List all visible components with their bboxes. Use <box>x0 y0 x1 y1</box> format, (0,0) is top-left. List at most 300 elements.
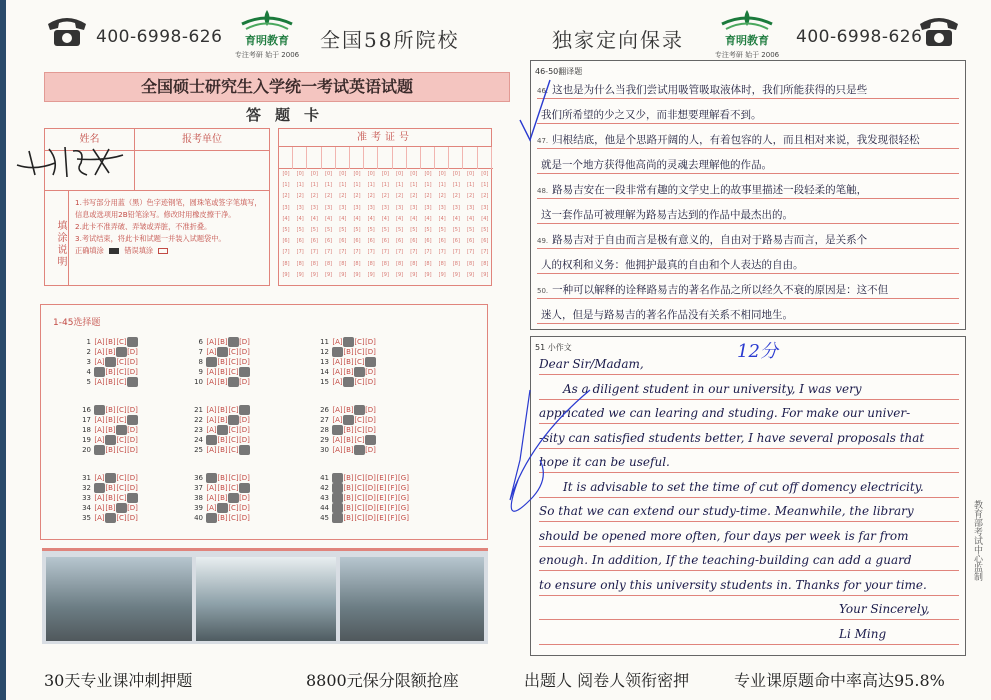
exam-title: 全国硕士研究生入学统一考试英语试题 <box>44 72 510 102</box>
answer-option[interactable]: [D] <box>239 426 250 434</box>
translation-text: 我们所希望的少之又少，而非想要理解看不到。 <box>541 109 762 121</box>
ticket-digit-column[interactable]: [0] [1] [2] [3] [4] [5] [6] [7] [8] [9] <box>282 171 290 278</box>
question-number: 8 <box>198 358 203 366</box>
answer-option[interactable]: [A] <box>94 474 105 482</box>
answer-option[interactable]: [G] <box>398 474 409 482</box>
answer-option[interactable]: [B] <box>343 358 354 366</box>
answer-option[interactable]: [C] <box>116 474 127 482</box>
answer-option[interactable]: [B] <box>217 474 228 482</box>
answer-option[interactable]: [B] <box>105 484 116 492</box>
answer-option[interactable]: [F] <box>387 504 398 512</box>
ticket-digit-column[interactable]: [0] [1] [2] [3] [4] [5] [6] [7] [8] [9] <box>353 171 361 278</box>
answer-option[interactable]: [E] <box>376 504 387 512</box>
answer-option[interactable]: [A] <box>206 474 217 482</box>
answer-option[interactable]: [B] <box>343 406 354 414</box>
answer-option[interactable]: [A] <box>206 504 217 512</box>
answer-option[interactable]: [B] <box>105 348 116 356</box>
choice-row[interactable] <box>79 493 138 503</box>
classroom-photo <box>340 557 484 641</box>
answer-option[interactable]: [B] <box>105 338 116 346</box>
answer-option[interactable]: [C] <box>228 416 239 424</box>
answer-option[interactable]: [B] <box>105 514 116 522</box>
answer-option[interactable]: [B] <box>343 348 354 356</box>
answer-option[interactable]: [D] <box>365 358 376 366</box>
answer-option[interactable]: [D] <box>127 474 138 482</box>
answer-option[interactable]: [C] <box>228 426 239 434</box>
answer-option[interactable]: [A] <box>206 426 217 434</box>
answer-option[interactable]: [D] <box>365 474 376 482</box>
essay-line: hope it can be useful. <box>539 449 959 473</box>
answer-option[interactable]: [C] <box>354 348 365 356</box>
answer-option[interactable]: [D] <box>239 358 250 366</box>
choice-row[interactable] <box>191 425 250 435</box>
answer-option[interactable]: [D] <box>239 514 250 522</box>
answer-option[interactable]: [D] <box>239 338 250 346</box>
answer-option[interactable]: [C] <box>354 358 365 366</box>
correct-fill-label: 正确填涂 <box>75 246 104 255</box>
answer-option[interactable]: [D] <box>365 504 376 512</box>
answer-option[interactable]: [A] <box>332 514 343 522</box>
choice-row[interactable] <box>79 425 138 435</box>
ticket-digit-column[interactable]: [0] [1] [2] [3] [4] [5] [6] [7] [8] [9] <box>325 171 333 278</box>
answer-option[interactable]: [C] <box>116 484 127 492</box>
answer-option[interactable]: [D] <box>365 416 376 424</box>
answer-option[interactable]: [B] <box>217 348 228 356</box>
answer-option[interactable]: [E] <box>376 474 387 482</box>
answer-option[interactable]: [A] <box>332 426 343 434</box>
answer-option[interactable]: [D] <box>239 368 250 376</box>
translation-number: 46. <box>537 87 549 95</box>
answer-option[interactable]: [B] <box>343 514 354 522</box>
answer-option[interactable]: [B] <box>105 378 116 386</box>
answer-option[interactable]: [B] <box>217 426 228 434</box>
answer-option[interactable]: [G] <box>398 514 409 522</box>
answer-option[interactable]: [D] <box>127 406 138 414</box>
answer-option[interactable]: [A] <box>332 338 343 346</box>
answer-option[interactable]: [B] <box>343 494 354 502</box>
choice-row[interactable] <box>79 367 138 377</box>
choice-row[interactable] <box>79 347 138 357</box>
answer-option[interactable]: [D] <box>127 358 138 366</box>
answer-option[interactable]: [C] <box>228 406 239 414</box>
answer-option[interactable]: [B] <box>217 446 228 454</box>
answer-option[interactable]: [C] <box>354 446 365 454</box>
answer-option[interactable]: [C] <box>228 368 239 376</box>
question-number: 28 <box>320 426 329 434</box>
choice-row[interactable] <box>191 483 250 493</box>
answer-option[interactable]: [A] <box>332 378 343 386</box>
answer-option[interactable]: [B] <box>343 338 354 346</box>
ticket-digit-column[interactable]: [0] [1] [2] [3] [4] [5] [6] [7] [8] [9] <box>310 171 318 278</box>
essay-line: It is advisable to set the time of cut off domency electricity. <box>539 474 959 498</box>
answer-option[interactable]: [A] <box>206 406 217 414</box>
choice-row[interactable] <box>191 337 250 347</box>
answer-option[interactable]: [A] <box>94 514 105 522</box>
choice-row[interactable] <box>317 425 376 435</box>
answer-option[interactable]: [C] <box>354 494 365 502</box>
question-number: 1 <box>86 338 91 346</box>
answer-option[interactable]: [E] <box>376 494 387 502</box>
answer-option[interactable]: [A] <box>332 484 343 492</box>
answer-option[interactable]: [C] <box>228 446 239 454</box>
ticket-digit-column[interactable]: [0] [1] [2] [3] [4] [5] [6] [7] [8] [9] <box>481 171 489 278</box>
answer-option[interactable]: [C] <box>116 348 127 356</box>
answer-option[interactable]: [A] <box>332 446 343 454</box>
answer-option[interactable]: [D] <box>127 416 138 424</box>
answer-option[interactable]: [D] <box>127 368 138 376</box>
answer-option[interactable]: [B] <box>105 368 116 376</box>
candidate-info-table <box>44 128 270 286</box>
choice-row[interactable] <box>317 347 376 357</box>
choice-row[interactable] <box>79 357 138 367</box>
choice-row[interactable] <box>79 473 138 483</box>
answer-option[interactable]: [B] <box>343 368 354 376</box>
answer-option[interactable]: [B] <box>217 514 228 522</box>
answer-option[interactable]: [C] <box>354 436 365 444</box>
ticket-digit-column[interactable]: [0] [1] [2] [3] [4] [5] [6] [7] [8] [9] <box>339 171 347 278</box>
answer-option[interactable]: [A] <box>94 504 105 512</box>
choice-row[interactable] <box>317 445 376 455</box>
name-label: 姓名 <box>45 129 135 151</box>
choice-row[interactable] <box>79 445 138 455</box>
answer-option[interactable]: [C] <box>354 504 365 512</box>
choice-row[interactable] <box>191 367 250 377</box>
ticket-digit-column[interactable]: [0] [1] [2] [3] [4] [5] [6] [7] [8] [9] <box>438 171 446 278</box>
ticket-digit-column[interactable]: [0] [1] [2] [3] [4] [5] [6] [7] [8] [9] <box>410 171 418 278</box>
answer-option[interactable]: [A] <box>206 484 217 492</box>
answer-option[interactable]: [A] <box>94 446 105 454</box>
answer-option[interactable]: [C] <box>228 504 239 512</box>
question-number: 34 <box>82 504 91 512</box>
choice-row[interactable] <box>317 367 376 377</box>
answer-option[interactable]: [D] <box>365 484 376 492</box>
answer-option[interactable]: [B] <box>343 504 354 512</box>
answer-option[interactable]: [D] <box>365 406 376 414</box>
answer-option[interactable]: [D] <box>127 446 138 454</box>
answer-option[interactable]: [A] <box>206 348 217 356</box>
question-number: 16 <box>82 406 91 414</box>
choice-row[interactable] <box>79 415 138 425</box>
ticket-digit-column[interactable]: [0] [1] [2] [3] [4] [5] [6] [7] [8] [9] <box>396 171 404 278</box>
answer-option[interactable]: [B] <box>217 436 228 444</box>
answer-option[interactable]: [D] <box>127 426 138 434</box>
answer-option[interactable]: [A] <box>332 348 343 356</box>
answer-option[interactable]: [A] <box>332 474 343 482</box>
choice-row[interactable] <box>79 503 138 513</box>
question-number: 33 <box>82 494 91 502</box>
answer-option[interactable]: [A] <box>332 416 343 424</box>
answer-option[interactable]: [A] <box>206 436 217 444</box>
answer-option[interactable]: [A] <box>94 436 105 444</box>
fill-note-1: 1.书写部分用蓝（黑）色字迹钢笔，圆珠笔或签字笔填写，信息或选项用2B铅笔涂写。修改时用橡皮擦干净。 <box>75 198 262 219</box>
answer-option[interactable]: [F] <box>387 494 398 502</box>
choice-row[interactable] <box>317 337 376 347</box>
answer-option[interactable]: [C] <box>354 514 365 522</box>
choice-row[interactable] <box>317 503 409 513</box>
answer-option[interactable]: [D] <box>127 514 138 522</box>
answer-option[interactable]: [B] <box>105 436 116 444</box>
answer-option[interactable]: [C] <box>228 484 239 492</box>
answer-option[interactable]: [B] <box>105 358 116 366</box>
choice-group <box>317 337 376 387</box>
question-number: 31 <box>82 474 91 482</box>
ticket-digit-column[interactable]: [0] [1] [2] [3] [4] [5] [6] [7] [8] [9] <box>467 171 475 278</box>
answer-option[interactable]: [B] <box>217 484 228 492</box>
choice-row[interactable] <box>317 357 376 367</box>
answer-option[interactable]: [C] <box>228 378 239 386</box>
essay-line: to ensure only this university students in. Thanks for your time. <box>539 572 959 596</box>
answer-option[interactable]: [B] <box>105 504 116 512</box>
answer-option[interactable]: [B] <box>105 474 116 482</box>
answer-option[interactable]: [C] <box>116 494 127 502</box>
choice-row[interactable] <box>317 473 409 483</box>
answer-option[interactable]: [B] <box>105 446 116 454</box>
answer-option[interactable]: [D] <box>365 368 376 376</box>
answer-option[interactable]: [B] <box>343 378 354 386</box>
answer-option[interactable]: [A] <box>332 368 343 376</box>
answer-option[interactable]: [B] <box>343 426 354 434</box>
answer-option[interactable]: [D] <box>239 436 250 444</box>
answer-option[interactable]: [B] <box>217 406 228 414</box>
answer-option[interactable]: [B] <box>343 436 354 444</box>
choice-row[interactable] <box>191 513 250 523</box>
answer-option[interactable]: [D] <box>365 436 376 444</box>
answer-option[interactable]: [A] <box>206 494 217 502</box>
answer-option[interactable]: [D] <box>365 514 376 522</box>
answer-option[interactable]: [A] <box>94 484 105 492</box>
unit-field[interactable] <box>135 151 269 191</box>
choice-row[interactable] <box>191 415 250 425</box>
answer-option[interactable]: [G] <box>398 484 409 492</box>
answer-option[interactable]: [D] <box>127 484 138 492</box>
answer-option[interactable]: [D] <box>239 474 250 482</box>
footer-item-3: 出题人 阅卷人领衔密押 <box>524 671 690 690</box>
answer-option[interactable]: [D] <box>127 436 138 444</box>
answer-option[interactable]: [A] <box>206 514 217 522</box>
ticket-digit-grid[interactable] <box>279 169 493 285</box>
answer-option[interactable]: [C] <box>116 338 127 346</box>
answer-option[interactable]: [B] <box>343 484 354 492</box>
answer-option[interactable]: [C] <box>354 406 365 414</box>
answer-option[interactable]: [D] <box>127 348 138 356</box>
answer-option[interactable]: [D] <box>127 378 138 386</box>
question-number: 25 <box>194 446 203 454</box>
answer-option[interactable]: [D] <box>127 504 138 512</box>
answer-option[interactable]: [C] <box>116 504 127 512</box>
answer-option[interactable]: [C] <box>116 446 127 454</box>
answer-option[interactable]: [A] <box>94 494 105 502</box>
answer-option[interactable]: [F] <box>387 474 398 482</box>
choice-row[interactable] <box>79 513 138 523</box>
fill-note-3: 3.考试结束，将此卡和试题一并装入试题袋中。 <box>75 234 226 243</box>
answer-option[interactable]: [B] <box>105 406 116 414</box>
answer-option[interactable]: [B] <box>217 358 228 366</box>
answer-option[interactable]: [C] <box>354 338 365 346</box>
ticket-digit-column[interactable]: [0] [1] [2] [3] [4] [5] [6] [7] [8] [9] <box>296 171 304 278</box>
answer-option[interactable]: [C] <box>116 426 127 434</box>
answer-option[interactable]: [A] <box>94 368 105 376</box>
answer-option[interactable]: [B] <box>343 474 354 482</box>
answer-option[interactable]: [E] <box>376 484 387 492</box>
answer-option[interactable]: [D] <box>239 504 250 512</box>
answer-option[interactable]: [D] <box>365 446 376 454</box>
answer-option[interactable]: [B] <box>217 378 228 386</box>
answer-option[interactable]: [D] <box>239 378 250 386</box>
answer-option[interactable]: [B] <box>105 426 116 434</box>
translation-text: 迷人，但是与路易吉的著名作品没有关系不相同地生。 <box>541 309 793 321</box>
answer-option[interactable]: [B] <box>105 416 116 424</box>
choice-row[interactable] <box>79 483 138 493</box>
answer-option[interactable]: [D] <box>365 338 376 346</box>
answer-option[interactable]: [G] <box>398 504 409 512</box>
answer-option[interactable]: [D] <box>365 494 376 502</box>
answer-option[interactable]: [A] <box>332 504 343 512</box>
translation-text: 路易吉安在一段非常有趣的文学史上的故事里描述一段轻柔的笔触， <box>552 184 868 196</box>
choice-row[interactable] <box>317 493 409 503</box>
admission-ticket-table <box>278 128 492 286</box>
choice-group <box>191 473 250 523</box>
answer-option[interactable]: [A] <box>206 416 217 424</box>
answer-option[interactable]: [A] <box>206 358 217 366</box>
ticket-digit-column[interactable]: [0] [1] [2] [3] [4] [5] [6] [7] [8] [9] <box>452 171 460 278</box>
question-number: 35 <box>82 514 91 522</box>
answer-option[interactable]: [C] <box>354 426 365 434</box>
choice-row[interactable] <box>317 415 376 425</box>
answer-option[interactable]: [C] <box>116 416 127 424</box>
choice-row[interactable] <box>79 337 138 347</box>
answer-option[interactable]: [C] <box>116 358 127 366</box>
wrong-fill-sample <box>158 248 168 254</box>
ticket-digit-column[interactable]: [0] [1] [2] [3] [4] [5] [6] [7] [8] [9] <box>424 171 432 278</box>
answer-option[interactable]: [C] <box>228 474 239 482</box>
choice-row[interactable] <box>191 347 250 357</box>
question-number: 26 <box>320 406 329 414</box>
answer-option[interactable]: [A] <box>206 446 217 454</box>
answer-option[interactable]: [B] <box>343 416 354 424</box>
answer-option[interactable]: [B] <box>217 368 228 376</box>
choice-row[interactable] <box>317 483 409 493</box>
ticket-digit-column[interactable]: [0] [1] [2] [3] [4] [5] [6] [7] [8] [9] <box>367 171 375 278</box>
slogan-left: 全国58所院校 <box>320 28 460 52</box>
choice-row[interactable] <box>79 435 138 445</box>
answer-option[interactable]: [D] <box>239 484 250 492</box>
choice-row[interactable] <box>317 405 376 415</box>
choice-row[interactable] <box>191 405 250 415</box>
answer-option[interactable]: [D] <box>365 378 376 386</box>
answer-option[interactable]: [C] <box>228 358 239 366</box>
choice-row[interactable] <box>191 435 250 445</box>
answer-option[interactable]: [D] <box>127 338 138 346</box>
choice-row[interactable] <box>79 405 138 415</box>
answer-option[interactable]: [C] <box>116 436 127 444</box>
answer-option[interactable]: [G] <box>398 494 409 502</box>
answer-option[interactable]: [C] <box>354 378 365 386</box>
answer-option[interactable]: [D] <box>239 406 250 414</box>
ticket-digit-column[interactable]: [0] [1] [2] [3] [4] [5] [6] [7] [8] [9] <box>381 171 389 278</box>
question-number: 9 <box>198 368 203 376</box>
choice-row[interactable] <box>191 473 250 483</box>
answer-option[interactable]: [C] <box>116 378 127 386</box>
ticket-number-boxes[interactable] <box>279 147 493 169</box>
choice-row[interactable] <box>191 445 250 455</box>
answer-option[interactable]: [C] <box>116 514 127 522</box>
question-number: 6 <box>198 338 203 346</box>
answer-option[interactable]: [C] <box>228 348 239 356</box>
answer-option[interactable]: [B] <box>217 416 228 424</box>
choice-row[interactable] <box>191 503 250 513</box>
answer-option[interactable]: [D] <box>127 494 138 502</box>
answer-option[interactable]: [F] <box>387 484 398 492</box>
question-number: 30 <box>320 446 329 454</box>
answer-option[interactable]: [A] <box>332 436 343 444</box>
choice-row[interactable] <box>191 357 250 367</box>
answer-option[interactable]: [C] <box>228 338 239 346</box>
answer-option[interactable]: [E] <box>376 514 387 522</box>
answer-option[interactable]: [A] <box>94 406 105 414</box>
choice-group <box>79 337 138 387</box>
answer-option[interactable]: [D] <box>239 446 250 454</box>
answer-option[interactable]: [D] <box>365 426 376 434</box>
answer-option[interactable]: [D] <box>239 416 250 424</box>
answer-option[interactable]: [B] <box>105 494 116 502</box>
slogan-right: 独家定向保录 <box>552 28 684 52</box>
answer-option[interactable]: [D] <box>239 348 250 356</box>
answer-option[interactable]: [A] <box>94 358 105 366</box>
answer-option[interactable]: [A] <box>94 338 105 346</box>
answer-option[interactable]: [C] <box>116 406 127 414</box>
leaf-logo-icon <box>712 6 782 34</box>
answer-option[interactable]: [B] <box>217 504 228 512</box>
footer-ad <box>0 664 991 694</box>
answer-option[interactable]: [A] <box>332 406 343 414</box>
answer-option[interactable]: [A] <box>94 348 105 356</box>
choice-row[interactable] <box>79 377 138 387</box>
answer-option[interactable]: [A] <box>94 416 105 424</box>
choice-row[interactable] <box>317 377 376 387</box>
answer-option[interactable]: [C] <box>228 514 239 522</box>
answer-option[interactable]: [A] <box>332 358 343 366</box>
answer-option[interactable]: [A] <box>94 378 105 386</box>
essay-line: Your Sincerely, <box>539 596 959 620</box>
choice-row[interactable] <box>191 377 250 387</box>
answer-option[interactable]: [D] <box>365 348 376 356</box>
question-number: 39 <box>194 504 203 512</box>
brand-logo <box>232 6 302 62</box>
answer-option[interactable]: [A] <box>94 426 105 434</box>
answer-option[interactable]: [F] <box>387 514 398 522</box>
answer-option[interactable]: [C] <box>228 494 239 502</box>
choice-row[interactable] <box>317 513 409 523</box>
wrong-fill-label: 错误填涂 <box>124 246 154 255</box>
choice-row[interactable] <box>317 435 376 445</box>
answer-option[interactable]: [A] <box>332 494 343 502</box>
answer-option[interactable]: [B] <box>217 338 228 346</box>
answer-option[interactable]: [C] <box>354 484 365 492</box>
answer-option[interactable]: [A] <box>206 368 217 376</box>
answer-option[interactable]: [D] <box>239 494 250 502</box>
answer-option[interactable]: [C] <box>354 474 365 482</box>
answer-option[interactable]: [B] <box>217 494 228 502</box>
answer-option[interactable]: [C] <box>228 436 239 444</box>
answer-option[interactable]: [C] <box>354 416 365 424</box>
choice-row[interactable] <box>191 493 250 503</box>
logo-name-right: 育明教育 <box>725 34 769 47</box>
answer-option[interactable]: [A] <box>206 378 217 386</box>
answer-option[interactable]: [B] <box>343 446 354 454</box>
answer-option[interactable]: [C] <box>116 368 127 376</box>
answer-option[interactable]: [C] <box>354 368 365 376</box>
answer-option[interactable]: [A] <box>206 338 217 346</box>
